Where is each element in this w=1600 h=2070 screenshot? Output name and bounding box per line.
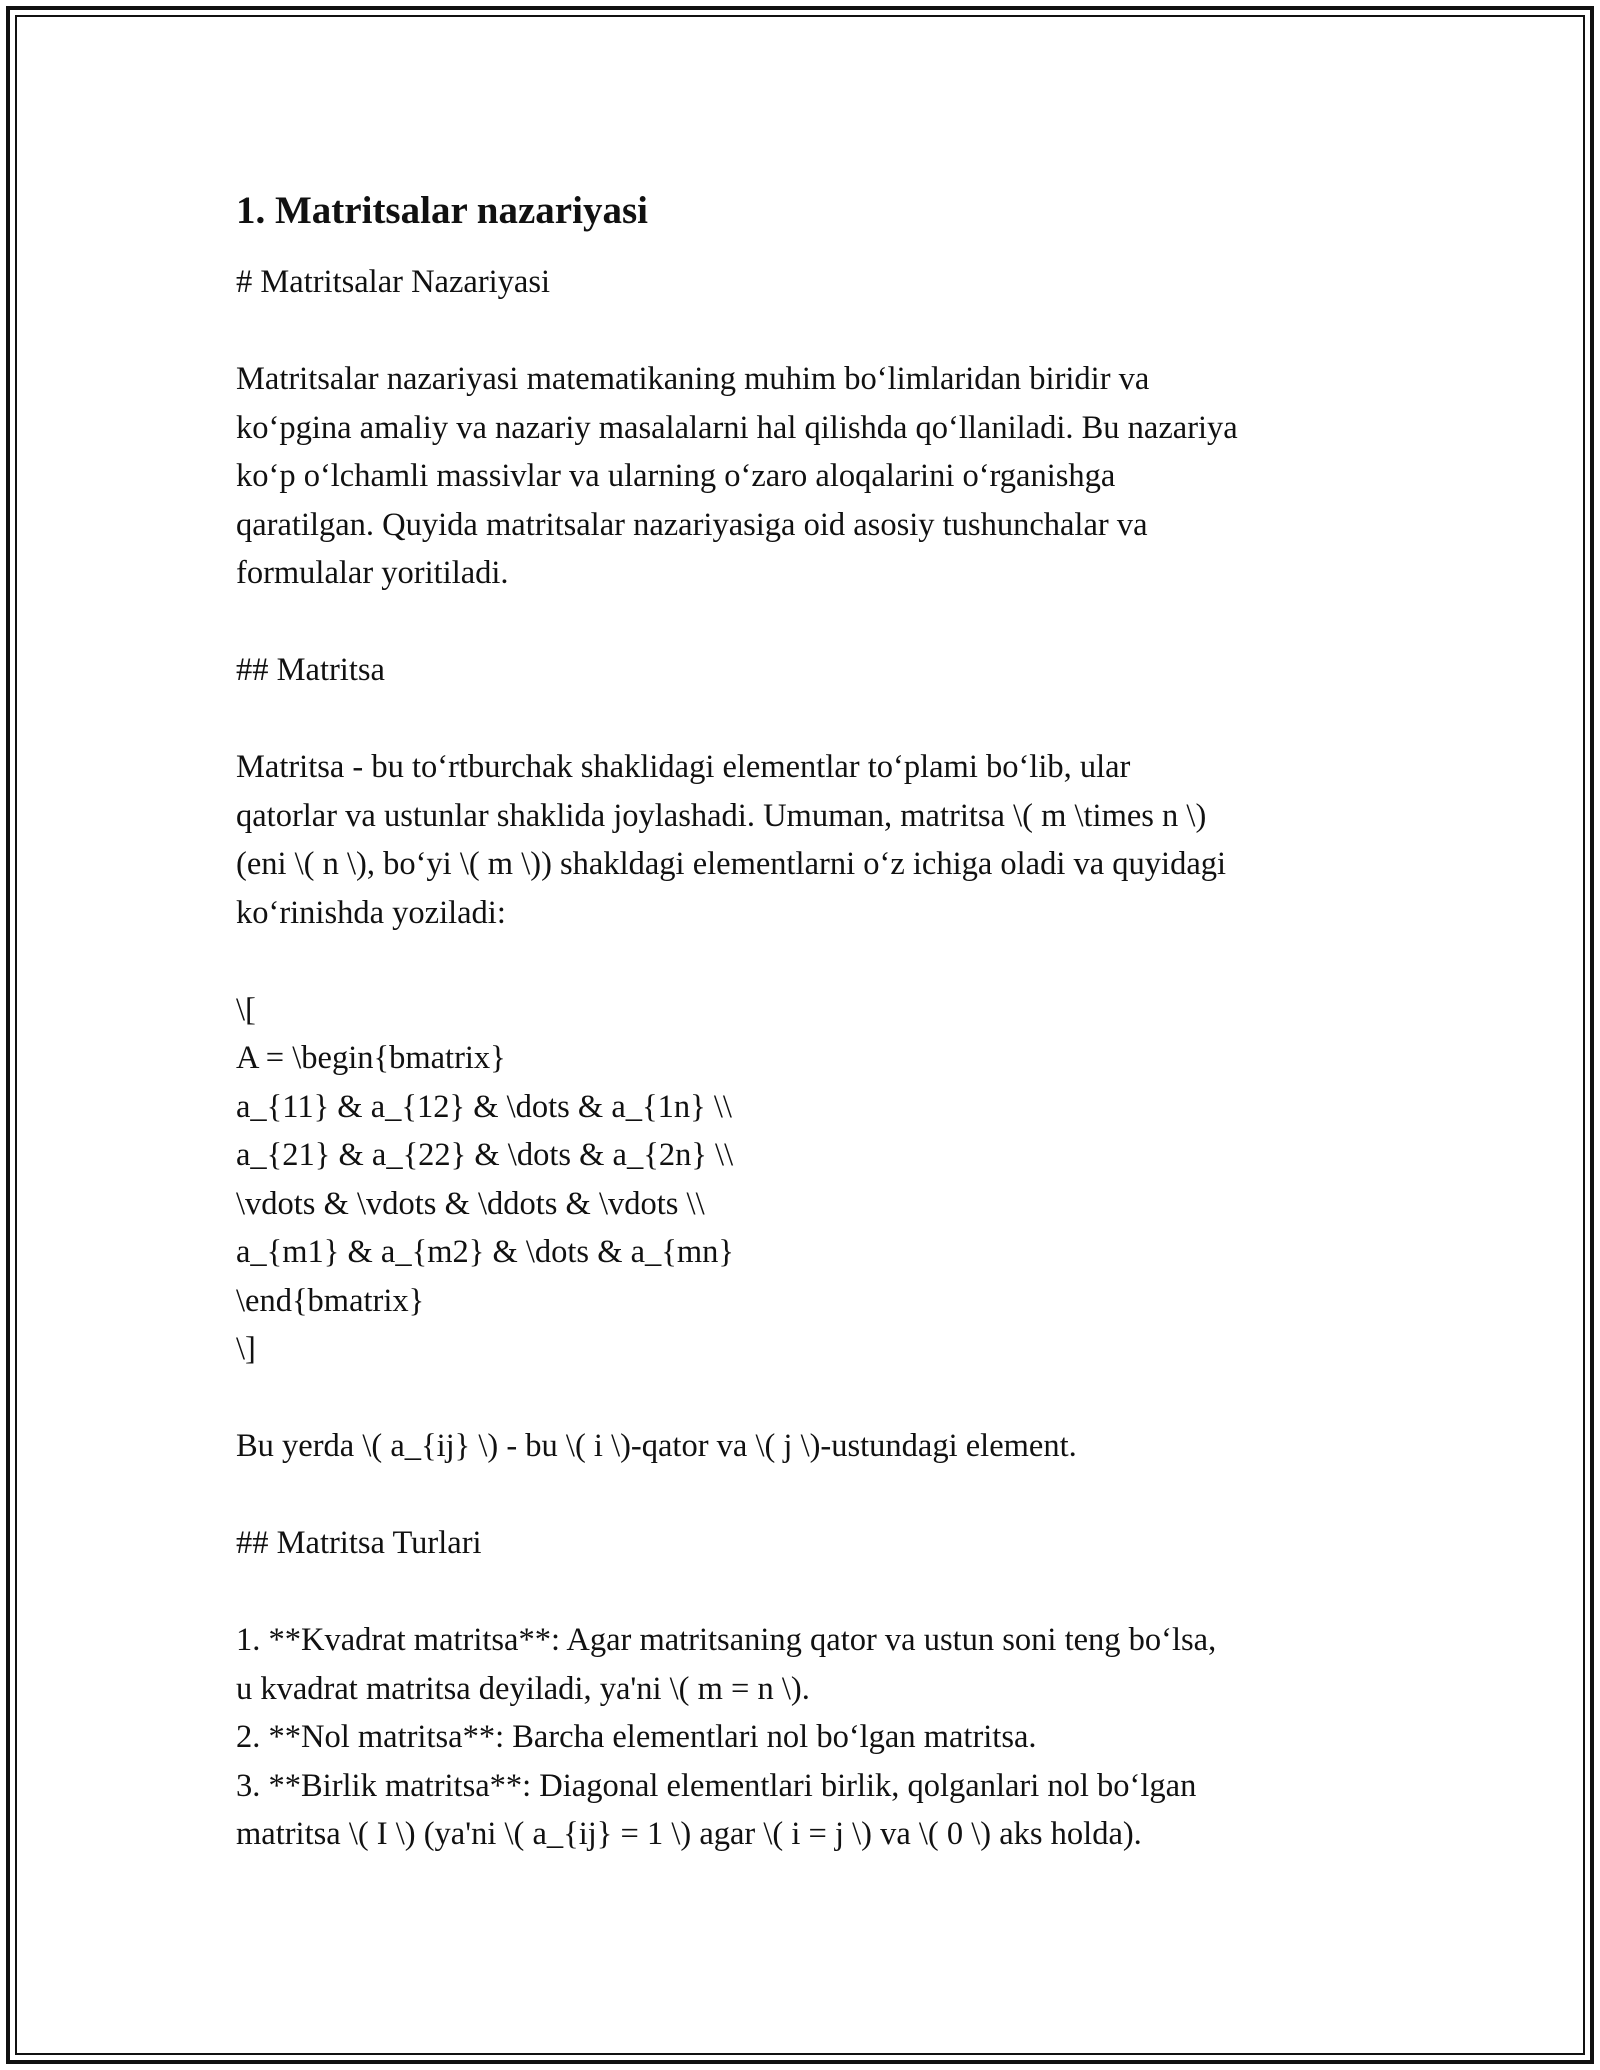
formula-line: A = \begin{bmatrix}: [236, 1040, 506, 1076]
text-line: formulalar yoritiladi.: [236, 555, 509, 591]
document-title: 1. Matritsalar nazariyasi: [236, 189, 648, 232]
list-item: 1. **Kvadrat matritsa**: Agar matritsaning qator va ustun soni teng bo‘lsa,: [236, 1622, 1217, 1658]
blank-line: [236, 1471, 1366, 1520]
formula-line: a_{11} & a_{12} & \dots & a_{1n} \\: [236, 1088, 732, 1125]
text-line: ko‘p o‘lchamli massivlar va ularning o‘zaro aloqalarini o‘rganishga: [236, 458, 1116, 494]
section-heading: ## Matritsa: [236, 652, 385, 688]
formula-line: a_{21} & a_{22} & \dots & a_{2n} \\: [236, 1137, 734, 1173]
list-item-continuation: u kvadrat matritsa deyiladi, ya'ni \( m = n \).: [236, 1670, 810, 1707]
formula-line: \end{bmatrix}: [236, 1282, 425, 1319]
list-item: 2. **Nol matritsa**: Barcha elementlari nol bo‘lgan matritsa.: [236, 1719, 1037, 1755]
text-line: qatorlar va ustunlar shaklida joylashadi. Umuman, matritsa \( m \times n \): [236, 797, 1207, 834]
text-line: Matritsalar nazariyasi matematikaning muhim bo‘limlaridan biridir va: [236, 361, 1150, 397]
list-item-continuation: matritsa \( I \) (ya'ni \( a_{ij} = 1 \) agar \( i = j \) va \( 0 \) aks holda).: [236, 1816, 1142, 1852]
text-line: qaratilgan. Quyida matritsalar nazariyasiga oid asosiy tushunchalar va: [236, 506, 1148, 543]
formula-line: \]: [236, 1331, 256, 1367]
blank-line: [236, 307, 1366, 356]
blank-line: [236, 1568, 1366, 1617]
document-body: [236, 258, 1366, 1859]
text-line: Bu yerda \( a_{ij} \) - bu \( i \)-qator va \( j \)-ustundagi element.: [236, 1428, 1077, 1464]
document-page: [236, 186, 1366, 1859]
formula-line: \[: [236, 991, 256, 1028]
blank-line: [236, 695, 1366, 744]
text-line: Matritsa - bu to‘rtburchak shaklidagi elementlar to‘plami bo‘lib, ular: [236, 749, 1131, 785]
formula-line: a_{m1} & a_{m2} & \dots & a_{mn}: [236, 1234, 735, 1270]
text-line: ko‘pgina amaliy va nazariy masalalarni hal qilishda qo‘llaniladi. Bu nazariya: [236, 409, 1238, 446]
section-heading: ## Matritsa Turlari: [236, 1525, 482, 1561]
blank-line: [236, 937, 1366, 986]
blank-line: [236, 1374, 1366, 1423]
formula-line: \vdots & \vdots & \ddots & \vdots \\: [236, 1185, 705, 1222]
blank-line: [236, 598, 1366, 647]
text-line: (eni \( n \), bo‘yi \( m \)) shakldagi elementlarni o‘z ichiga oladi va quyidagi: [236, 846, 1227, 882]
list-item: 3. **Birlik matritsa**: Diagonal elementlari birlik, qolganlari nol bo‘lgan: [236, 1767, 1197, 1804]
text-line: ko‘rinishda yoziladi:: [236, 894, 506, 931]
text-line: # Matritsalar Nazariyasi: [236, 264, 551, 300]
